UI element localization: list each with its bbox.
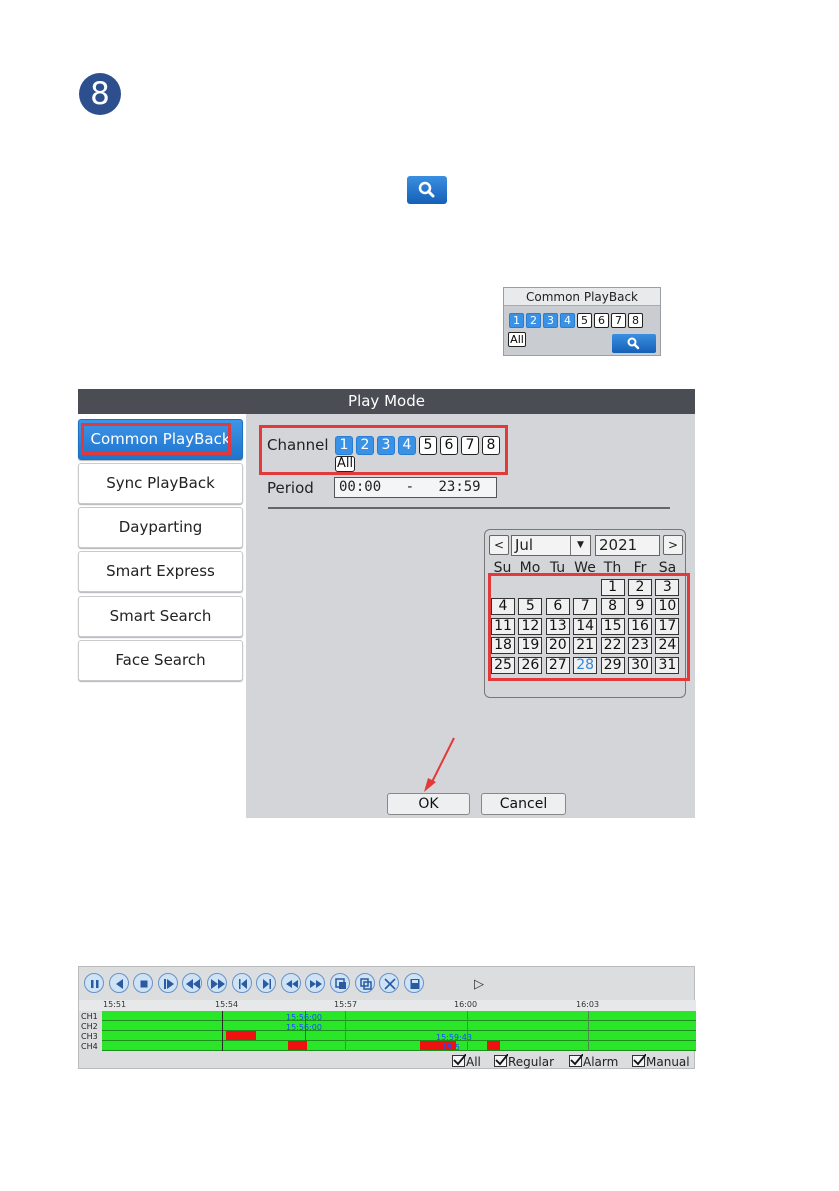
channel-6-checkbox[interactable]: 6: [440, 436, 458, 455]
calendar-day[interactable]: 4: [491, 598, 515, 615]
channel-4-checkbox[interactable]: 4: [398, 436, 416, 455]
highlight-box-calendar-days: [488, 573, 690, 681]
playback-timeline: [78, 966, 695, 1069]
mini-search-button[interactable]: [612, 334, 656, 353]
fast-forward-button[interactable]: [207, 973, 227, 993]
tick-label: 16:00: [454, 1000, 478, 1009]
check-icon: [494, 1055, 507, 1067]
calendar-day[interactable]: 11: [491, 618, 515, 635]
sidebar-item-dayparting[interactable]: Dayparting: [78, 507, 243, 548]
filter-all[interactable]: [452, 1055, 481, 1069]
chevron-right-icon[interactable]: ▷: [474, 977, 484, 992]
play-reverse-icon: [110, 974, 130, 994]
row-label-ch2: CH2: [81, 1022, 98, 1031]
month-value: Jul: [515, 536, 534, 554]
calendar-next-button[interactable]: >: [663, 535, 683, 555]
loop-button[interactable]: [330, 973, 350, 993]
sidebar-item-common-playback[interactable]: Common PlayBack: [78, 419, 243, 460]
calendar-day[interactable]: 6: [546, 598, 570, 615]
mini-channel-7[interactable]: 7: [611, 313, 626, 328]
annotation-arrow: [416, 734, 466, 794]
calendar-day[interactable]: 16: [628, 618, 652, 635]
play-mode-window: [78, 389, 695, 818]
period-separator: -: [405, 479, 415, 495]
filter-manual-label: Manual: [646, 1055, 690, 1069]
weekday-header: Tu: [549, 560, 566, 576]
sidebar-item-sync-playback[interactable]: Sync PlayBack: [78, 463, 243, 504]
sidebar-item-smart-search[interactable]: Smart Search: [78, 596, 243, 637]
copy-button[interactable]: [355, 973, 375, 993]
skip-forward-icon: [306, 974, 326, 994]
period-end: 23:59: [438, 479, 481, 495]
sidebar-item-face-search[interactable]: Face Search: [78, 640, 243, 681]
divider: [268, 507, 670, 509]
mini-common-playback-panel: [503, 287, 661, 356]
chevron-down-icon: ▼: [570, 536, 590, 555]
sidebar-item-smart-express[interactable]: Smart Express: [78, 551, 243, 592]
weekday-header: Su: [493, 560, 512, 576]
period-start: 00:00: [339, 479, 382, 495]
check-icon: [452, 1055, 465, 1067]
calendar-day[interactable]: 24: [655, 637, 679, 654]
calendar-day[interactable]: 9: [628, 598, 652, 615]
calendar-day[interactable]: 1: [601, 579, 625, 596]
calendar-day[interactable]: 2: [628, 579, 652, 596]
play-button[interactable]: [158, 973, 178, 993]
calendar-day[interactable]: 10: [655, 598, 679, 615]
calendar-day[interactable]: 5: [518, 598, 542, 615]
calendar-day[interactable]: 17: [655, 618, 679, 635]
calendar-day[interactable]: 25: [491, 657, 515, 674]
track-ch3[interactable]: [102, 1031, 696, 1041]
play-mode-sidebar: [78, 414, 246, 818]
period-input[interactable]: [334, 477, 497, 498]
highlight-box-channels: [259, 425, 508, 475]
row-label-ch1: CH1: [81, 1012, 98, 1021]
calendar-day[interactable]: 8: [601, 598, 625, 615]
weekday-header: Th: [603, 560, 622, 576]
search-icon: [407, 176, 447, 204]
play-mode-title: Play Mode: [78, 389, 695, 414]
grid-line: [467, 1011, 468, 1051]
calendar-day[interactable]: 30: [628, 657, 652, 674]
tick-label: 15:54: [215, 1000, 239, 1009]
mini-channel-1[interactable]: 1: [509, 313, 524, 328]
calendar-day[interactable]: 22: [601, 637, 625, 654]
calendar-day[interactable]: 7: [573, 598, 597, 615]
track-ch2[interactable]: [102, 1021, 696, 1031]
save-icon: [405, 974, 425, 994]
calendar-day[interactable]: 27: [546, 657, 570, 674]
mini-all-button[interactable]: All: [508, 332, 526, 347]
filter-manual[interactable]: [632, 1055, 690, 1069]
calendar-day[interactable]: 15: [601, 618, 625, 635]
channel-all-checkbox[interactable]: All: [336, 456, 354, 471]
time-label-ch1: 15:56:00: [286, 1013, 322, 1022]
grid-line: [588, 1011, 589, 1051]
search-icon: [612, 334, 656, 353]
row-label-ch3: CH3: [81, 1032, 98, 1041]
cut-button[interactable]: [379, 973, 399, 993]
calendar-day[interactable]: 12: [518, 618, 542, 635]
ok-button[interactable]: OK: [387, 793, 470, 815]
filter-regular-label: Regular: [508, 1055, 555, 1069]
calendar-day[interactable]: 23: [628, 637, 652, 654]
weekday-header: Sa: [658, 560, 677, 576]
skip-back-button[interactable]: [281, 973, 301, 993]
period-label: Period: [267, 479, 314, 497]
filter-all-label: All: [466, 1055, 481, 1069]
highlight-box-common-playback: [81, 423, 231, 455]
check-icon: [632, 1055, 645, 1067]
calendar-day[interactable]: 31: [655, 657, 679, 674]
rewind-button[interactable]: [182, 973, 202, 993]
time-label-ch3: 15:59:43: [436, 1033, 472, 1042]
mini-channel-3[interactable]: 3: [543, 313, 558, 328]
alarm-segment: [487, 1041, 500, 1050]
tick-label: 15:51: [103, 1000, 127, 1009]
filter-alarm[interactable]: [569, 1055, 618, 1069]
channel-3-checkbox[interactable]: 3: [377, 436, 395, 455]
step-number-badge: 8: [79, 73, 121, 115]
calendar-day[interactable]: 13: [546, 618, 570, 635]
copy-icon: [356, 974, 376, 994]
channel-5-checkbox[interactable]: 5: [419, 436, 437, 455]
channel-8-checkbox[interactable]: 8: [482, 436, 500, 455]
grid-line: [222, 1011, 223, 1051]
loop-icon: [331, 974, 351, 994]
tick-label: 16:03: [576, 1000, 600, 1009]
skip-back-icon: [282, 974, 302, 994]
time-label-ch2: 15:56:00: [286, 1023, 322, 1032]
time-label-ch4: 15:5: [442, 1043, 460, 1052]
save-button[interactable]: [404, 973, 424, 993]
calendar-day[interactable]: 26: [518, 657, 542, 674]
filter-alarm-label: Alarm: [583, 1055, 619, 1069]
rewind-icon: [183, 974, 203, 994]
channel-1-checkbox[interactable]: 1: [335, 436, 353, 455]
weekday-header: Mo: [519, 560, 541, 576]
cancel-button[interactable]: Cancel: [481, 793, 566, 815]
channel-7-checkbox[interactable]: 7: [461, 436, 479, 455]
play-reverse-button[interactable]: [109, 973, 129, 993]
stop-button[interactable]: [133, 973, 153, 993]
row-label-ch4: CH4: [81, 1042, 98, 1051]
track-ch4[interactable]: [102, 1041, 696, 1051]
calendar-day[interactable]: 21: [573, 637, 597, 654]
weekday-header: We: [574, 560, 596, 576]
grid-line: [345, 1011, 346, 1051]
tick-label: 15:57: [334, 1000, 358, 1009]
pause-button[interactable]: [84, 973, 104, 993]
month-select[interactable]: [511, 535, 591, 556]
calendar-day[interactable]: 28: [573, 657, 597, 674]
time-ruler: [79, 1000, 696, 1011]
play-icon: [159, 974, 179, 994]
mini-channel-5[interactable]: 5: [577, 313, 592, 328]
filter-regular[interactable]: [494, 1055, 554, 1069]
calendar-day[interactable]: 18: [491, 637, 515, 654]
track-ch1[interactable]: [102, 1011, 696, 1021]
year-select[interactable]: 2021: [595, 535, 660, 556]
pause-icon: [85, 974, 105, 994]
calendar-day[interactable]: 3: [655, 579, 679, 596]
mini-channel-2[interactable]: 2: [526, 313, 541, 328]
channel-label: Channel: [267, 436, 329, 454]
weekday-header: Fr: [633, 560, 647, 576]
mini-channel-4[interactable]: 4: [560, 313, 575, 328]
prev-frame-icon: [233, 974, 253, 994]
check-icon: [569, 1055, 582, 1067]
skip-forward-button[interactable]: [305, 973, 325, 993]
play-mode-content: [246, 414, 695, 818]
mini-channel-6[interactable]: 6: [594, 313, 609, 328]
prev-frame-button[interactable]: [232, 973, 252, 993]
calendar-day[interactable]: 19: [518, 637, 542, 654]
calendar-day[interactable]: 20: [546, 637, 570, 654]
cut-icon: [380, 974, 400, 994]
channel-2-checkbox[interactable]: 2: [356, 436, 374, 455]
next-frame-button[interactable]: [256, 973, 276, 993]
fast-forward-icon: [208, 974, 228, 994]
stop-icon: [134, 974, 154, 994]
alarm-segment: [226, 1031, 256, 1040]
mini-channel-8[interactable]: 8: [628, 313, 643, 328]
next-frame-icon: [257, 974, 277, 994]
calendar-prev-button[interactable]: <: [489, 535, 509, 555]
search-button-icon: [407, 176, 447, 204]
calendar-day[interactable]: 14: [573, 618, 597, 635]
calendar-day[interactable]: 29: [601, 657, 625, 674]
mini-panel-title: Common PlayBack: [504, 288, 660, 306]
